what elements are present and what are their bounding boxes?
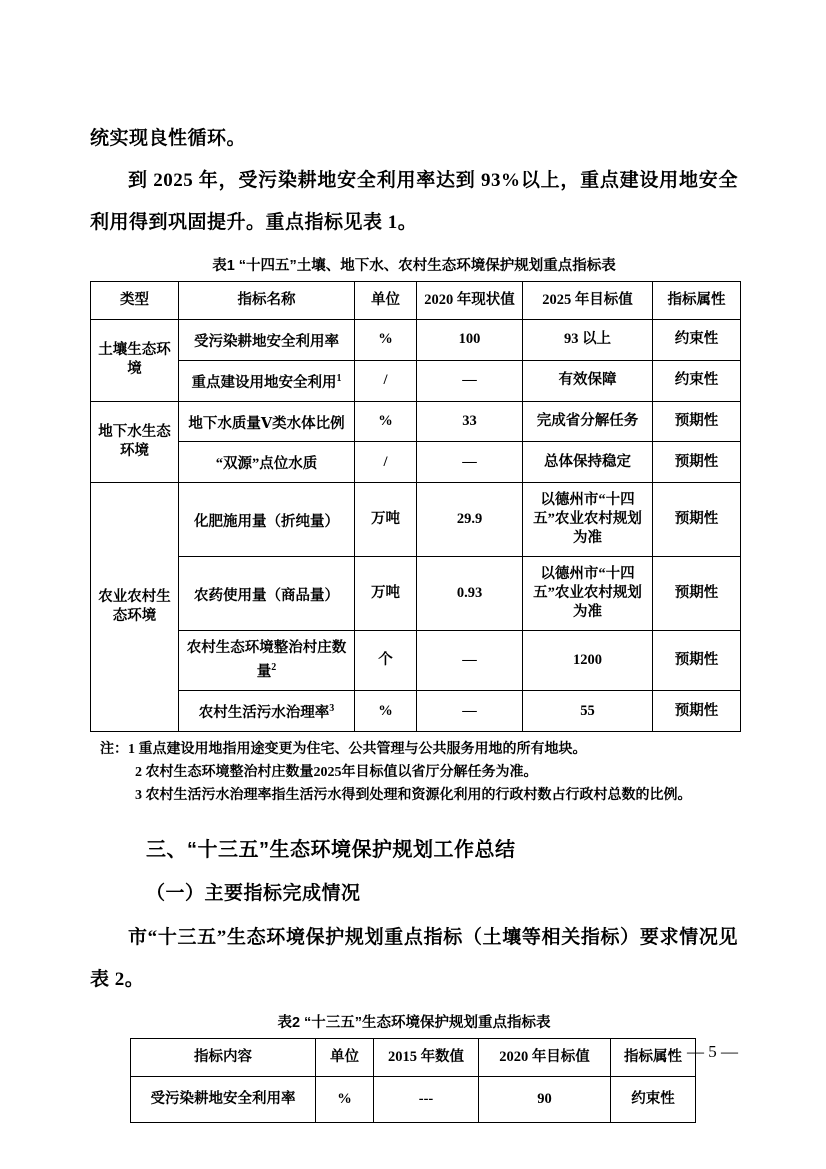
table-row: [91, 320, 741, 361]
indicator-name-cell: [179, 320, 355, 361]
indicator-name-cell: [179, 442, 355, 483]
current-value-cell: 33: [417, 401, 523, 442]
table2-title: 表2 “十三五”生态环境保护规划重点指标表: [277, 1014, 551, 1031]
current-value-cell: —: [417, 442, 523, 483]
table2-header-attr: 指标属性: [611, 1038, 696, 1076]
table-row: [91, 442, 741, 483]
attribute-cell: 预期性: [653, 442, 741, 483]
target-value-cell: 总体保持稳定: [523, 442, 653, 483]
table1-header-attr: 指标属性: [653, 282, 741, 320]
group-groundwater-ecology: 地下水生态环境: [91, 401, 179, 483]
target-value-cell: 90: [479, 1076, 611, 1122]
indicator-name-cell: [179, 401, 355, 442]
unit-cell: 万吨: [355, 557, 417, 631]
attribute-cell: 约束性: [611, 1076, 696, 1122]
unit-cell: 个: [355, 631, 417, 691]
indicator-name-cell: [179, 557, 355, 631]
indicator-name-text: 地下水质量Ⅴ类水体比例: [188, 415, 345, 432]
indicator-name-text: 农村生活污水治理率: [198, 704, 330, 721]
indicator-name-text: 农村生态环境整治村庄数量: [186, 640, 347, 681]
attribute-cell: 预期性: [653, 631, 741, 691]
section-heading: 三、“十三五”生态环境保护规划工作总结: [146, 838, 516, 861]
target-value-cell: 以德州市“十四五”农业农村规划为准: [523, 557, 653, 631]
indicator-name-cell: [179, 631, 355, 691]
group-rural-agriculture-ecology: 农业农村生态环境: [91, 483, 179, 732]
paragraph-continuation: 统实现良性循环。: [90, 128, 247, 149]
table1-title: 表1 “十四五”土壤、地下水、农村生态环境保护规划重点指标表: [212, 258, 616, 274]
table2-header-unit: 单位: [316, 1038, 374, 1076]
unit-cell: /: [355, 442, 417, 483]
target-value-cell: 55: [523, 691, 653, 732]
indicator-name-text: “双源”点位水质: [215, 456, 318, 473]
table1-header-row: [91, 282, 741, 320]
indicator-name-text: 化肥施用量（折纯量）: [194, 513, 339, 530]
table-row: [91, 401, 741, 442]
current-value-cell: —: [417, 631, 523, 691]
unit-cell: 万吨: [355, 483, 417, 557]
indicator-name-cell: [179, 360, 355, 401]
footnote-marker: 2: [271, 662, 277, 674]
footnote-3: 3 农村生活污水治理率指生活污水得到处理和资源化利用的行政村数占行政村总数的比例。: [135, 787, 692, 803]
table-row: [91, 557, 741, 631]
table2-header-indicator: 指标内容: [131, 1038, 316, 1076]
table-row: [91, 691, 741, 732]
table2-header-2015: 2015 年数值: [374, 1038, 479, 1076]
target-value-cell: 1200: [523, 631, 653, 691]
table-row: [91, 360, 741, 401]
target-value-cell: 有效保障: [523, 360, 653, 401]
current-value-cell: 100: [417, 320, 523, 361]
indicator-name-cell: [179, 691, 355, 732]
indicator-name-text: 重点建设用地安全利用: [191, 374, 337, 391]
table-row: [131, 1076, 696, 1122]
page-content: [90, 118, 738, 1123]
attribute-cell: 预期性: [653, 691, 741, 732]
unit-cell: %: [355, 320, 417, 361]
paragraph-1: 到 2025 年，受污染耕地安全利用率达到 93%以上，重点建设用地安全利用得到巩固提升。重点指标见表 1。: [90, 170, 738, 233]
current-value-cell: 29.9: [417, 483, 523, 557]
indicator-name-text: 农药使用量（商品量）: [194, 587, 339, 604]
table1-header-indicator: 指标名称: [179, 282, 355, 320]
table1-header-2020: 2020 年现状值: [417, 282, 523, 320]
table2-header-row: [131, 1038, 696, 1076]
table1-header-unit: 单位: [355, 282, 417, 320]
table2-header-2020: 2020 年目标值: [479, 1038, 611, 1076]
table1-indicators: [90, 281, 741, 732]
indicator-name-text: 受污染耕地安全利用率: [194, 333, 339, 350]
current-value-cell: —: [417, 691, 523, 732]
unit-cell: /: [355, 360, 417, 401]
paragraph-2: 市“十三五”生态环境保护规划重点指标（土壤等相关指标）要求情况见表 2。: [90, 926, 738, 990]
group-soil-ecology: 土壤生态环境: [91, 320, 179, 402]
current-value-cell: —: [417, 360, 523, 401]
target-value-cell: 93 以上: [523, 320, 653, 361]
value-2015-cell: ---: [374, 1076, 479, 1122]
attribute-cell: 约束性: [653, 360, 741, 401]
unit-cell: %: [316, 1076, 374, 1122]
table-row: [91, 483, 741, 557]
indicator-name-cell: [179, 483, 355, 557]
footnote-marker: 3: [329, 703, 335, 715]
target-value-cell: 完成省分解任务: [523, 401, 653, 442]
table2-indicators: [130, 1038, 696, 1123]
table1-header-2025: 2025 年目标值: [523, 282, 653, 320]
table-row: [91, 631, 741, 691]
footnote-marker: 1: [336, 372, 342, 384]
attribute-cell: 预期性: [653, 401, 741, 442]
unit-cell: %: [355, 691, 417, 732]
attribute-cell: 预期性: [653, 483, 741, 557]
indicator-name-cell: 受污染耕地安全利用率: [131, 1076, 316, 1122]
footnote-1: 注：1 重点建设用地指用途变更为住宅、公共管理与公共服务用地的所有地块。: [100, 741, 587, 757]
page-number: — 5 —: [687, 1042, 738, 1061]
subsection-heading: （一）主要指标完成情况: [146, 882, 361, 904]
attribute-cell: 预期性: [653, 557, 741, 631]
attribute-cell: 约束性: [653, 320, 741, 361]
footnote-2: 2 农村生态环境整治村庄数量2025年目标值以省厅分解任务为准。: [135, 764, 538, 780]
current-value-cell: 0.93: [417, 557, 523, 631]
target-value-cell: 以德州市“十四五”农业农村规划为准: [523, 483, 653, 557]
table1-header-type: 类型: [91, 282, 179, 320]
unit-cell: %: [355, 401, 417, 442]
table1-footnotes: [90, 738, 738, 807]
